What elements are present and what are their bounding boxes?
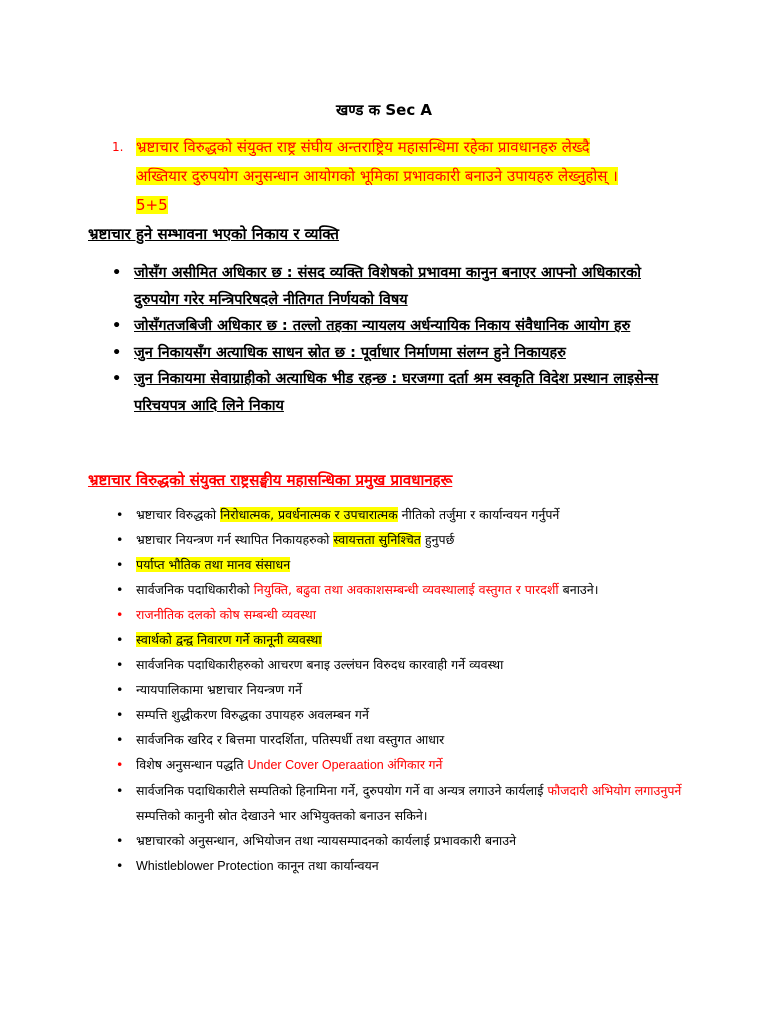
list-item: • सार्वजनिक पदाधिकारीहरुको आचरण बनाइ उल्लंघन विरुदध कारवाही गर्ने व्यवस्था: [112, 652, 692, 677]
list-item: • सार्वजनिक पदाधिकारीले सम्पतिको हिनामिना गर्ने, दुरुपयोग गर्ने वा अन्यत्र लगाउने कार्यलाई फौजदारी अभियोग लगाउनुपर्ने सम्पत्तिको कानुनी स्रोत देखाउने भार अभियुक्तको बनाउन सकिने।: [112, 778, 692, 828]
list-item: • सार्वजनिक खरिद र बित्तमा पारदर्शिता, पतिस्पर्धी तथा वस्तुगत आधार: [112, 727, 692, 752]
list-item: • न्यायपालिकामा भ्रष्टाचार नियन्त्रण गर्ने: [112, 677, 692, 702]
question-line-1: भ्रष्टाचार विरुद्धको संयुक्त राष्ट्र संघीय अन्तराष्ट्रिय महासन्धिमा रहेका प्रावधानहरु लेख्दै: [136, 138, 590, 156]
red-text: नियुक्ति, बढुवा तथा अवकाशसम्बन्धी व्यवस्थालाई वस्तुगत र पारदर्शी: [253, 582, 559, 597]
red-text: फौजदारी अभियोग लगाउनुपर्ने: [547, 783, 682, 798]
list-item: • भ्रष्टाचार नियन्त्रण गर्न स्थापित निकायहरुको स्वायत्तता सुनिश्चित हुनुपर्छ: [112, 527, 692, 552]
highlight-text: पर्याप्त भौतिक तथा मानव संसाधन: [136, 557, 291, 572]
highlight-text: स्वायत्तता सुनिश्चित: [333, 532, 421, 547]
section2-list: [112, 502, 692, 879]
list-item: [112, 627, 692, 652]
highlight-text: निरोधात्मक, प्रवर्धनात्मक र उपचारात्मक: [220, 507, 398, 522]
list-item: • जोसँगतजबिजी अधिकार छ : तल्लो तहका न्यायलय अर्धन्यायिक निकाय संवैधानिक आयोग हरु: [88, 313, 688, 340]
question-number: 1.: [112, 140, 124, 154]
section-heading: खण्ड क Sec A: [335, 101, 433, 119]
list-item: • जोसँग असीमित अधिकार छ : संसद व्यक्ति विशेषको प्रभावमा कानुन बनाएर आफ्नो अधिकारको दुरुपयोग गरेर मन्त्रिपरिषदले नीतिगत निर्णयको विषय: [88, 260, 688, 313]
list-item: • Whistleblower Protection कानून तथा कार्यान्वयन: [112, 853, 692, 879]
section2-title: भ्रष्टाचार विरुद्धको संयुक्त राष्ट्रसङ्घीय महासन्धिका प्रमुख प्रावधानहरू: [88, 471, 453, 489]
list-item: • राजनीतिक दलको कोष सम्बन्धी व्यवस्था: [112, 602, 692, 627]
list-item: • जुन निकायमा सेवाग्राहीको अत्याधिक भीड रहन्छ : घरजग्गा दर्ता श्रम स्वकृति विदेश प्रस्थान लाइसेन्स परिचयपत्र आदि लिने निकाय: [88, 366, 688, 419]
list-item: • भ्रष्टाचारको अनुसन्धान, अभियोजन तथा न्यायसम्पादनको कार्यलाई प्रभावकारी बनाउने: [112, 828, 692, 853]
section1-title: भ्रष्टाचार हुने सम्भावना भएको निकाय र व्यक्ति: [88, 225, 339, 243]
list-item: • सार्वजनिक पदाधिकारीको नियुक्ति, बढुवा तथा अवकाशसम्बन्धी व्यवस्थालाई वस्तुगत र पारदर्शी बनाउने।: [112, 577, 692, 602]
section1-list: [88, 260, 688, 419]
list-item: [112, 552, 692, 577]
question-line-2: अख्तियार दुरुपयोग अनुसन्धान आयोगको भूमिका प्रभावकारी बनाउने उपायहरु लेख्नुहोस् ।: [136, 167, 618, 185]
list-item: • सम्पत्ति शुद्धीकरण विरुद्धका उपायहरु अवलम्बन गर्ने: [112, 702, 692, 727]
question-1: [112, 133, 672, 220]
highlight-text: स्वार्थको द्वन्द्व निवारण गर्ने कानूनी व्यवस्था: [136, 632, 322, 647]
list-item: • भ्रष्टाचार विरुद्धको निरोधात्मक, प्रवर्धनात्मक र उपचारात्मक नीतिको तर्जुमा र कार्यान्वयन गर्नुपर्ने: [112, 502, 692, 527]
list-item: • जुन निकायसँग अत्याधिक साधन स्रोत छ : पूर्वाधार निर्माणमा संलग्न हुने निकायहरु: [88, 340, 688, 367]
red-text: Under Cover Operaation अंगिकार गर्ने: [247, 758, 443, 772]
question-marks: 5+5: [136, 196, 168, 214]
list-item: • विशेष अनुसन्धान पद्धति Under Cover Operaation अंगिकार गर्ने: [112, 752, 692, 778]
